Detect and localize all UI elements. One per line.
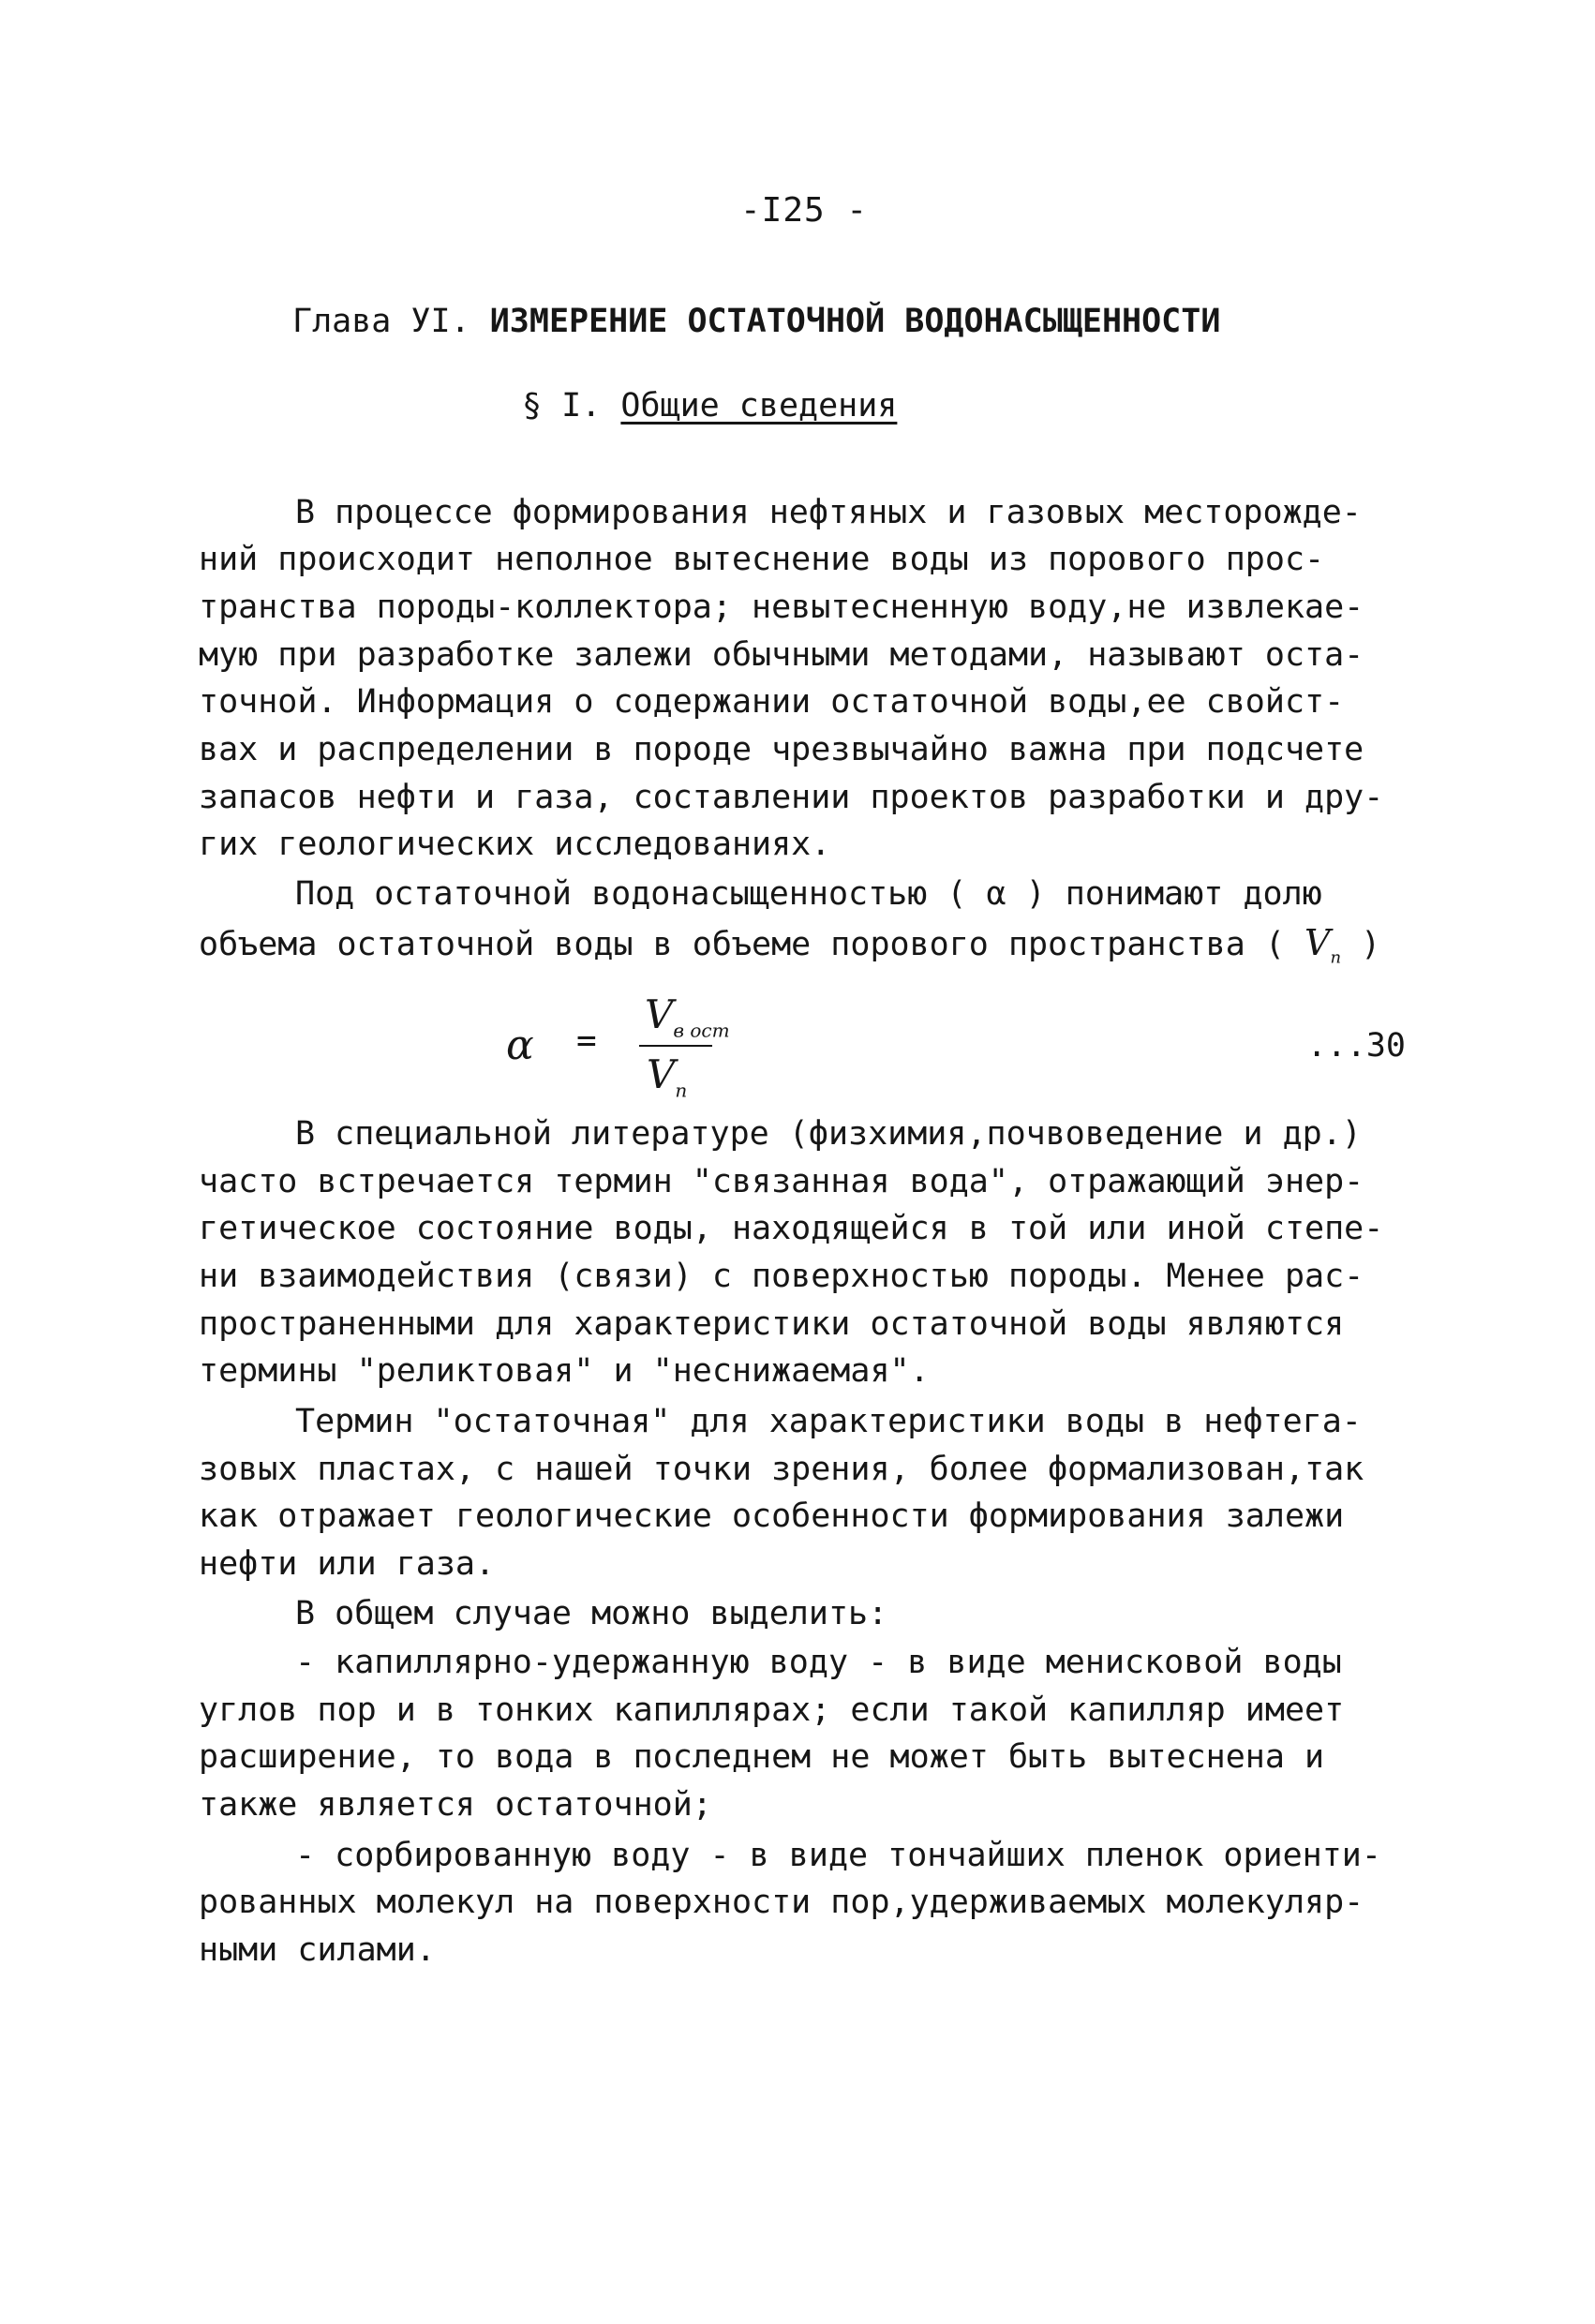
formula-30 — [506, 991, 1406, 1104]
section-title — [522, 387, 897, 425]
list-item-2-line: рованных молекул на поверхности пор,удерживаемых молекуляр- — [199, 1884, 1364, 1921]
section-name: Общие сведения — [620, 387, 898, 425]
paragraph-3-line: гетическое состояние воды, находящейся в той или иной степе- — [199, 1210, 1384, 1247]
section-mark: § I. — [522, 387, 602, 425]
paragraph-5-line: В общем случае можно выделить: — [295, 1595, 888, 1632]
paragraph-1-line: транства породы-коллектора; невытесненную воду,не извлекае- — [199, 588, 1364, 626]
chapter-prefix: Глава УI. — [292, 303, 470, 340]
paragraph-4-line: зовых пластах, с нашей точки зрения, более формализован,так — [199, 1451, 1364, 1488]
paragraph-4-line: как отражает геологические особенности формирования залежи — [199, 1497, 1345, 1535]
list-item-1-line: углов пор и в тонких капиллярах; если такой капилляр имеет — [199, 1691, 1345, 1729]
formula-lhs: α — [506, 1021, 534, 1069]
formula-fraction-bar — [639, 1045, 712, 1047]
paragraph-3-line: часто встречается термин "связанная вода", отражающий энер- — [199, 1163, 1364, 1200]
paragraph-4-line: нефти или газа. — [199, 1545, 496, 1583]
inline-pore-volume-symbol: $V_п$ — [1304, 922, 1342, 968]
list-item-2-line: ными силами. — [199, 1931, 436, 1969]
paragraph-1-line: ний происходит неполное вытеснение воды из порового прос- — [199, 541, 1325, 578]
chapter-name: ИЗМЕРЕНИЕ ОСТАТОЧНОЙ ВОДОНАСЫЩЕННОСТИ — [489, 303, 1221, 340]
paragraph-2-close: ) — [1361, 926, 1381, 963]
list-item-2-line: - сорбированную воду - в виде тончайших пленок ориенти- — [295, 1837, 1381, 1874]
paragraph-1-line: гих геологических исследованиях. — [199, 826, 831, 863]
list-item-1-line: расширение, то вода в последнем не может быть вытеснена и — [199, 1738, 1325, 1776]
paragraph-3-line: пространенными для характеристики остаточной воды являются — [199, 1305, 1345, 1343]
paragraph-1-line: мую при разработке залежи обычными методами, называют оста- — [199, 636, 1364, 674]
paragraph-1-line: В процессе формирования нефтяных и газовых месторожде- — [295, 494, 1362, 531]
paragraph-3-line: ни взаимодействия (связи) с поверхностью породы. Менее рас- — [199, 1258, 1364, 1295]
formula-denominator: $V_п$ — [647, 1051, 688, 1102]
paragraph-1-line: вах и распределении в породе чрезвычайно важна при подсчете — [199, 731, 1364, 768]
formula-equals: = — [576, 1021, 597, 1060]
paragraph-3-line: термины "реликтовая" и "неснижаемая". — [199, 1352, 930, 1390]
list-item-1-line: также является остаточной; — [199, 1786, 712, 1824]
paragraph-3-line: В специальной литературе (физхимия,почвоведение и др.) — [295, 1115, 1362, 1153]
paragraph-2-text: объема остаточной воды в объеме порового пространства ( — [199, 926, 1285, 963]
list-item-1-line: - капиллярно-удержанную воду - в виде менисковой воды — [295, 1644, 1342, 1681]
paragraph-1-line: точной. Информация о содержании остаточной воды,ее свойст- — [199, 683, 1345, 721]
chapter-title — [292, 303, 1220, 340]
paragraph-4-line: Термин "остаточная" для характеристики воды в нефтега- — [295, 1403, 1362, 1440]
page-number: -I25 - — [740, 191, 869, 230]
formula-number: ...30 — [1306, 1027, 1406, 1065]
formula-numerator: $V_{в ост}$ — [645, 991, 730, 1042]
paragraph-1-line: запасов нефти и газа, составлении проектов разработки и дру- — [199, 779, 1384, 816]
paragraph-2-line: Под остаточной водонасыщенностью ( α ) понимают долю — [295, 875, 1322, 913]
paragraph-2-line — [199, 922, 1381, 968]
